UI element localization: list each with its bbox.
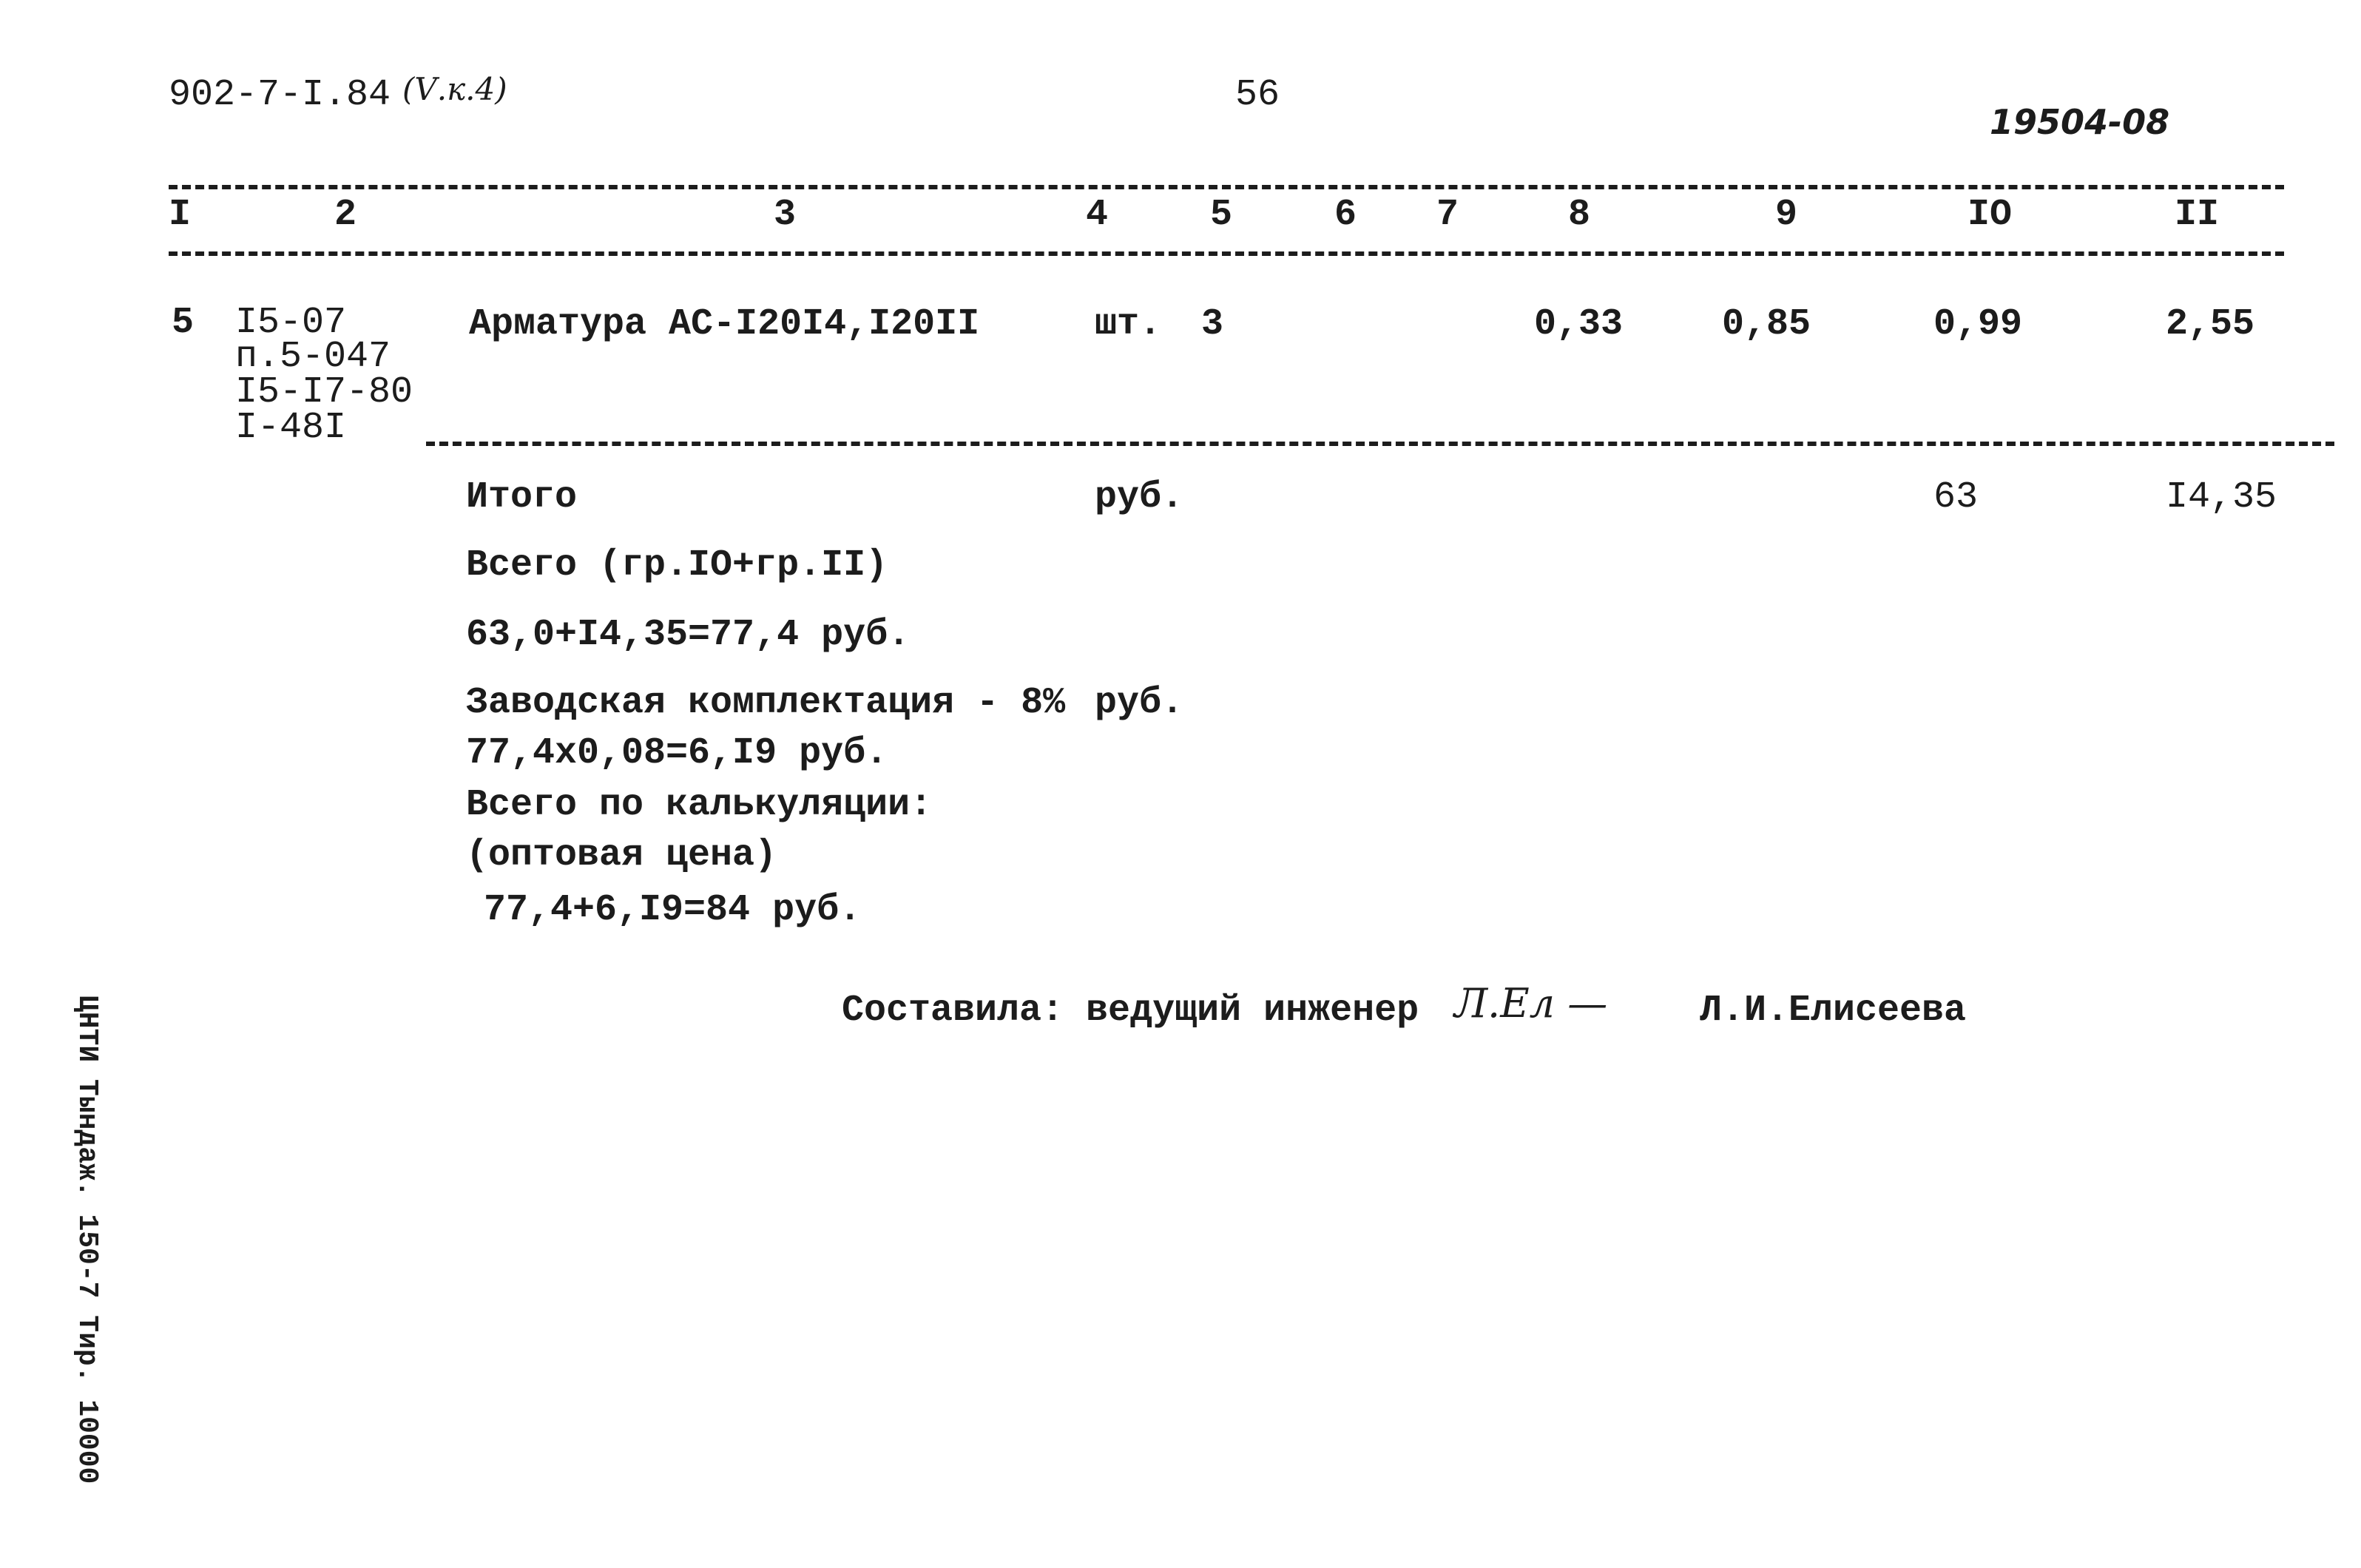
signer-name: Л.И.Елисеева: [1700, 990, 1967, 1032]
vsego-calc: 63,0+I4,35=77,4 руб.: [466, 614, 911, 656]
row-separator-rule: [426, 442, 2334, 446]
column-header-1: I: [169, 194, 192, 236]
column-header-6: 6: [1334, 194, 1357, 236]
column-header-3: 3: [774, 194, 797, 236]
table-top-rule: [169, 185, 2284, 189]
row-unit: шт.: [1095, 303, 1162, 345]
row-name: Арматура AC-I20I4,I20II: [469, 303, 980, 345]
column-header-9: 9: [1775, 194, 1798, 236]
column-header-7: 7: [1436, 194, 1459, 236]
row-code-4: I-48I: [235, 407, 347, 449]
doc-code-handwritten-note: (Ⅴ.к.4): [402, 71, 507, 107]
table-header-rule: [169, 251, 2284, 256]
row-code-3: I5-I7-80: [235, 371, 413, 413]
zavod-unit: руб.: [1095, 682, 1184, 724]
column-header-5: 5: [1210, 194, 1233, 236]
zavod-label: Заводская комплектация - 8%: [466, 682, 1066, 724]
row-code-1: I5-07: [235, 302, 347, 344]
row-col8: 0,33: [1534, 303, 1624, 345]
row-number: 5: [172, 302, 195, 344]
column-header-8: 8: [1568, 194, 1591, 236]
row-col9: 0,85: [1722, 303, 1811, 345]
stamp-number: 19504-08: [1990, 102, 2170, 142]
doc-code: 902-7-I.84: [169, 74, 391, 116]
column-header-4: 4: [1086, 194, 1109, 236]
page-number: 56: [1235, 74, 1280, 116]
row-code-2: п.5-047: [235, 336, 391, 378]
row-qty: 3: [1201, 303, 1224, 345]
column-header-11: II: [2175, 194, 2220, 236]
side-imprint: ЦНТИ Тындаж. 150-7 Тир. 10000: [71, 995, 103, 1484]
signature-label: Составила: ведущий инженер: [842, 990, 1419, 1032]
zavod-calc: 77,4x0,08=6,I9 руб.: [466, 732, 888, 774]
signature-scribble: Л.Ел —: [1454, 980, 1608, 1027]
kalk-note: (оптовая цена): [466, 834, 777, 876]
itogo-label: Итого: [466, 476, 578, 518]
column-header-10: IO: [1968, 194, 2013, 236]
itogo-unit: руб.: [1095, 476, 1184, 518]
itogo-col11: I4,35: [2166, 476, 2277, 518]
row-col11: 2,55: [2166, 303, 2255, 345]
row-col10: 0,99: [1933, 303, 2023, 345]
column-header-2: 2: [334, 194, 357, 236]
kalk-label: Всего по калькуляции:: [466, 784, 933, 826]
kalk-calc: 77,4+6,I9=84 руб.: [484, 889, 862, 931]
itogo-col10: 63: [1933, 476, 1979, 518]
vsego-label: Всего (гр.IO+гр.II): [466, 544, 888, 587]
